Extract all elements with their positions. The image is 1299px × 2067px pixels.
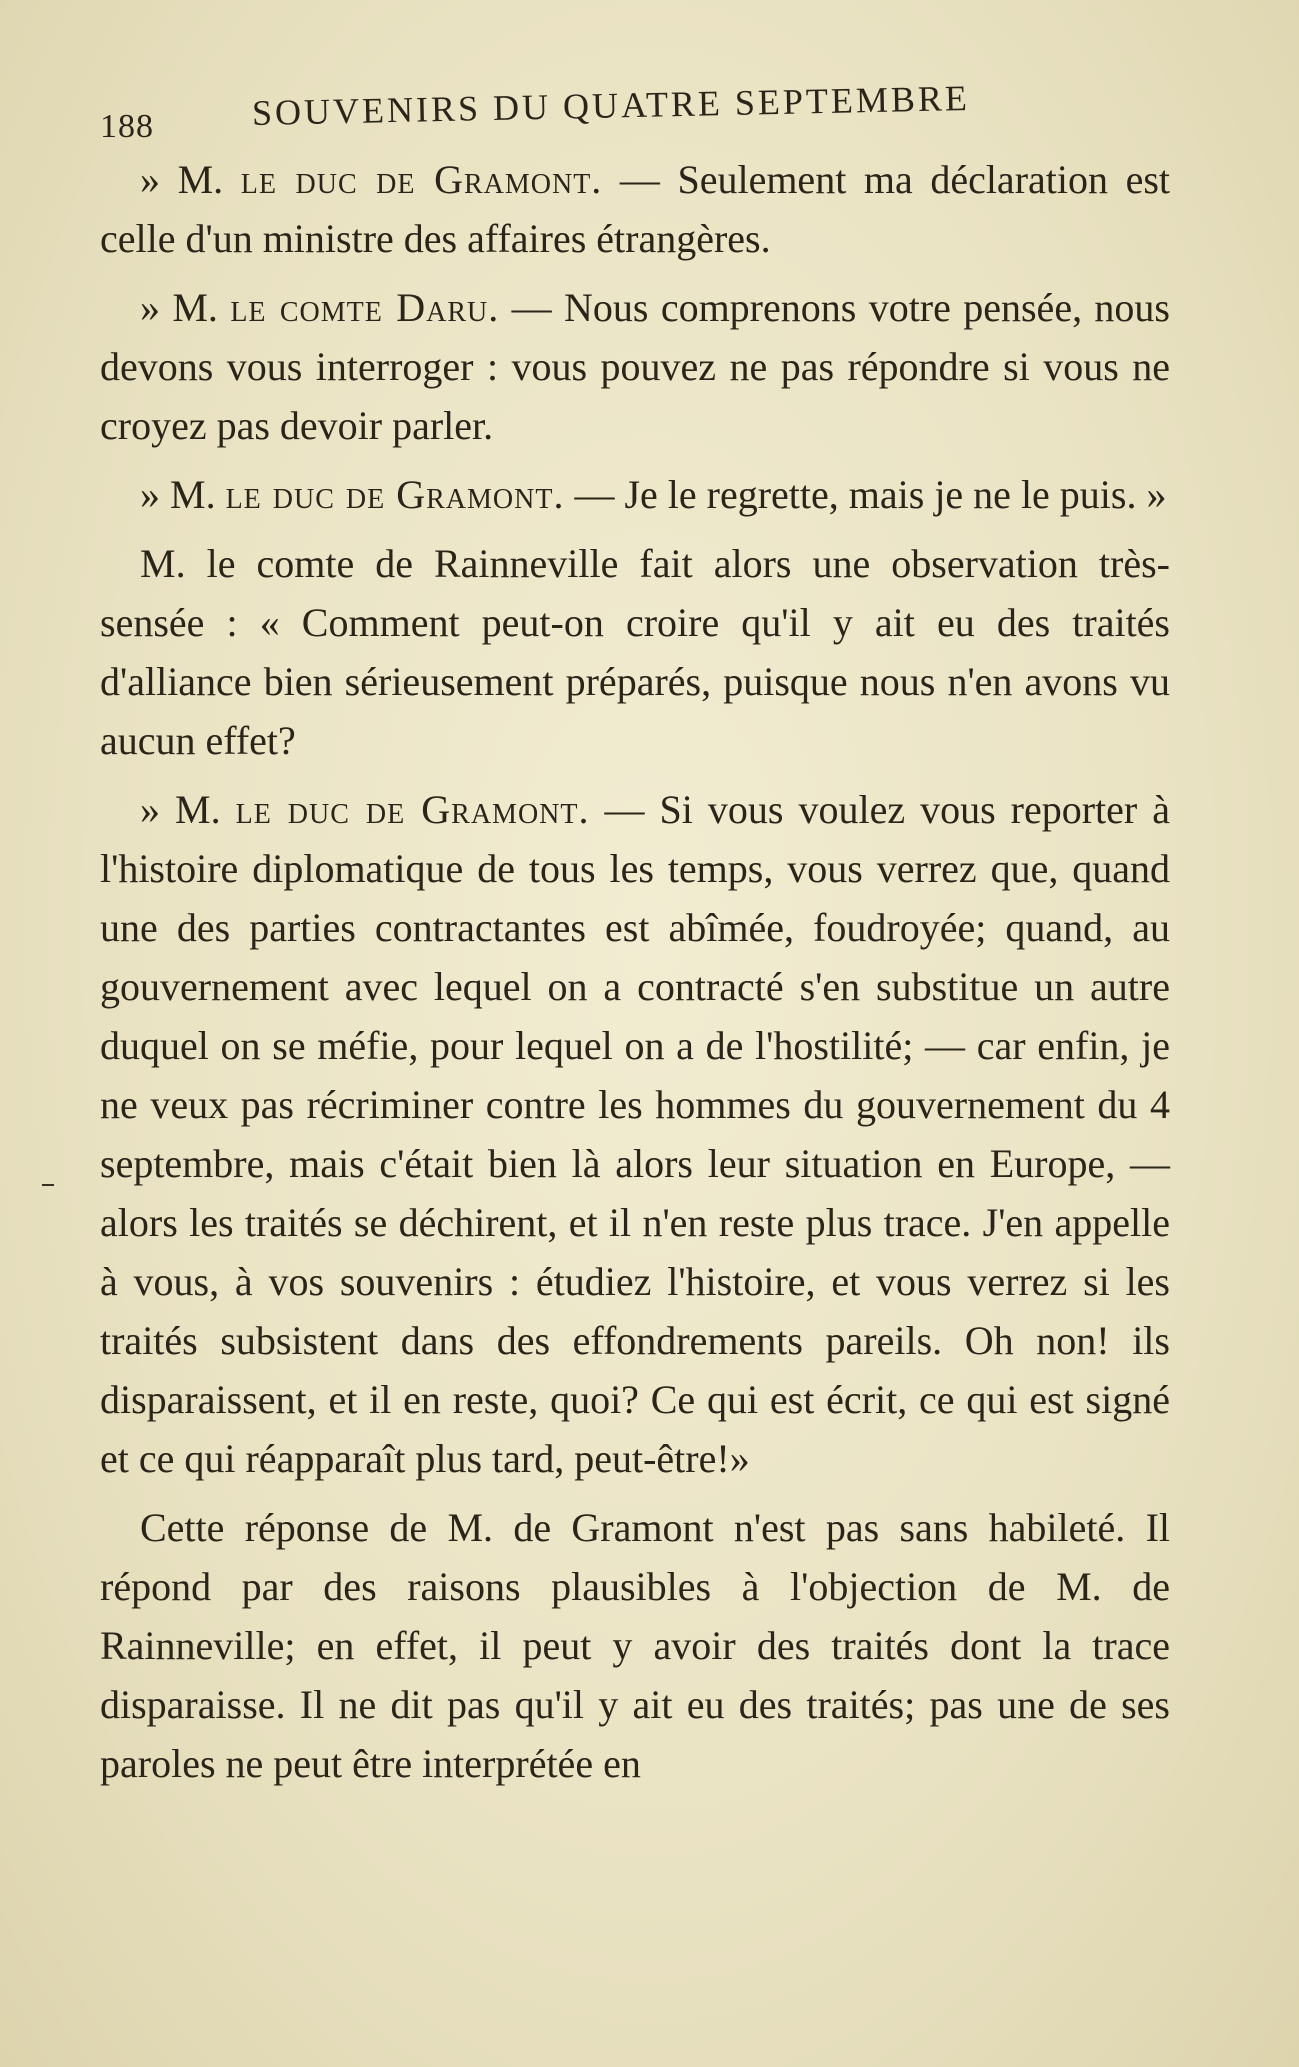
book-page bbox=[100, 70, 1170, 1803]
paragraph-text: — Je le regrette, mais je ne le puis. » bbox=[564, 472, 1167, 517]
paragraph-text: Cette réponse de M. de Gramont n'est pas sans habileté. Il répond par des raisons plausibles à l'objection de M. de Rainneville; en effet, il peut y avoir des traités dont la trace disparaisse. Il ne dit pas qu'il y ait eu des traités; pas une de ses paroles ne peut être interprétée en bbox=[100, 1505, 1170, 1786]
paragraph bbox=[100, 780, 1170, 1488]
margin-mark bbox=[42, 1184, 54, 1186]
paragraph-text: — Nous comprenons votre pensée, nous devons vous interroger : vous pouvez ne pas répondre si vous ne croyez pas devoir parler. bbox=[100, 285, 1171, 448]
paragraph bbox=[100, 534, 1170, 770]
paragraph bbox=[100, 150, 1170, 268]
paragraph-text: — Seulement ma déclaration est celle d'un ministre des affaires étrangères. bbox=[100, 157, 1170, 261]
paragraph-text: — Si vous voulez vous reporter à l'histoire diplomatique de tous les temps, vous verrez que, quand une des parties contractantes est abîmée, foudroyée; quand, au gouvernement avec lequel on a contracté s'en substitue un autre duquel on se méfie, pour lequel on a de l'hostilité; — car enfin, je ne veux pas récriminer contre les hommes du gouvernement du 4 septembre, mais c'était bien là alors leur situation en Europe, — alors les traités se déchirent, et il n'en reste plus trace. J'en appelle à vous, à vos souvenirs : étudiez l'histoire, et vous verrez si les traités subsistent dans des effondrements pareils. Oh non! ils disparaissent, et il en reste, quoi? Ce qui est écrit, ce qui est signé et ce qui réapparaît plus tard, peut-être!» bbox=[100, 787, 1171, 1481]
paragraph bbox=[100, 1498, 1170, 1793]
speaker-name: le comte Daru. bbox=[230, 285, 500, 330]
speaker-name: le duc de Gramont. bbox=[225, 472, 565, 517]
quote-prefix: » M. bbox=[140, 285, 231, 330]
speaker-name: le duc de Gramont. bbox=[240, 157, 603, 202]
quote-prefix: » M. bbox=[140, 787, 236, 832]
speaker-name: le duc de Gramont. bbox=[235, 787, 590, 832]
running-head: SOUVENIRS DU QUATRE SEPTEMBRE bbox=[251, 77, 971, 133]
paragraph bbox=[100, 278, 1170, 455]
page-number: 188 bbox=[100, 108, 154, 145]
paragraph bbox=[100, 465, 1170, 524]
paragraph-text: M. le comte de Rainneville fait alors une observation très-sensée : « Comment peut-on croire qu'il y ait eu des traités d'alliance bien sérieusement préparés, puisque nous n'en avons vu aucun effet? bbox=[100, 541, 1170, 763]
page-header bbox=[100, 70, 1170, 150]
quote-prefix: » M. bbox=[140, 157, 241, 202]
quote-prefix: » M. bbox=[140, 472, 226, 517]
body-text bbox=[100, 150, 1170, 1793]
